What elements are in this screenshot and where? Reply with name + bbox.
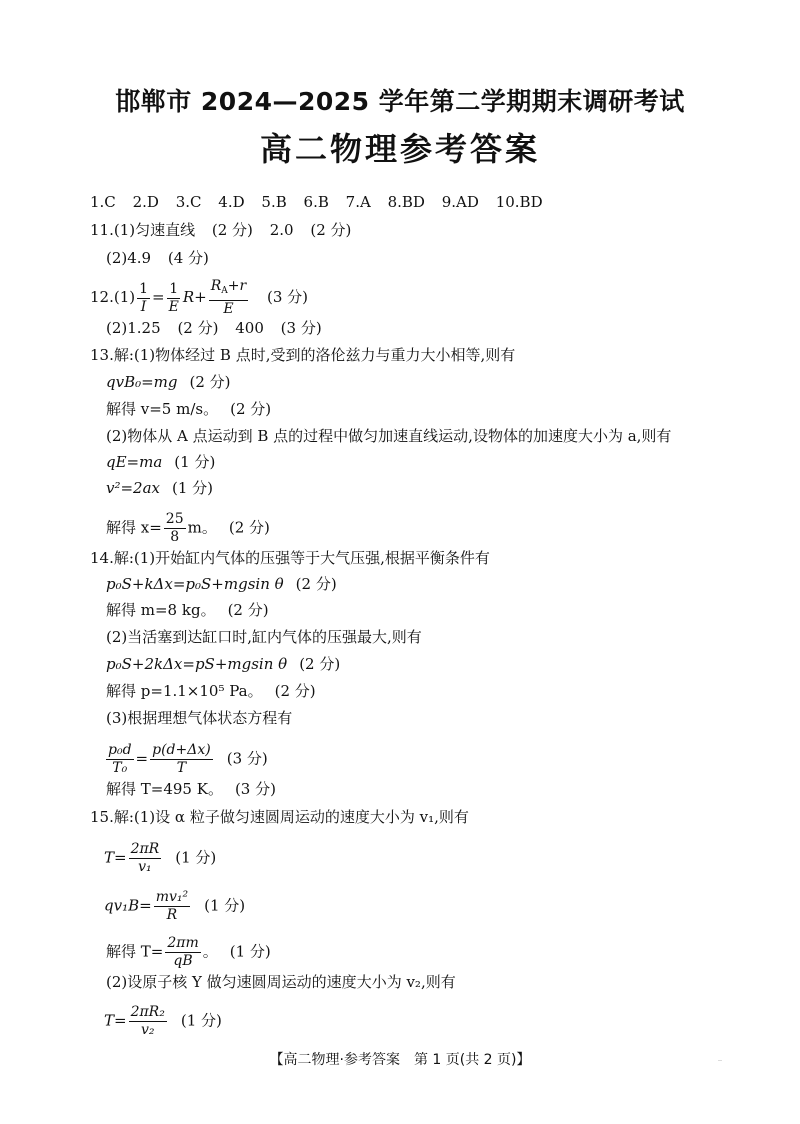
score: (2 分) <box>230 400 272 418</box>
q15-line2: T= $\frac{2\pi R}{\text{v₁}}$ (1 分) <box>104 841 217 875</box>
q14-line5: p₀S+2kΔx=pS+mgsin θ (2 分) <box>106 655 341 673</box>
q13-line5: qE=ma (1 分) <box>106 453 216 471</box>
q15-line4: 解得 T= $\frac{2\pi m}{qB}$ 。 (1 分) <box>106 935 271 969</box>
score: (2 分) <box>228 518 270 537</box>
answer-title: 高二物理参考答案 <box>259 130 540 168</box>
fraction: $\frac{2\pi m}{qB}$ <box>167 935 199 969</box>
score: (1 分) <box>229 942 271 961</box>
q14-line8: $\frac{\text{p₀d}}{\text{T₀}}$ = $\frac{p(d+\Delta x)}{T}$ (3 分) <box>108 742 268 776</box>
score: (2 分) <box>295 575 337 593</box>
q12-line2: (2)1.25 (2 分) 400 (3 分) <box>106 319 322 337</box>
fraction: $\frac{\text{p₀d}}{\text{T₀}}$ <box>108 742 132 776</box>
score: (1 分) <box>204 896 246 915</box>
choice-2: 2.D <box>132 193 159 211</box>
page-footer: 【高二物理·参考答案 第 1 页(共 2 页)】 <box>269 1052 531 1068</box>
score: (1 分) <box>174 453 216 471</box>
score: (2 分) <box>211 221 253 239</box>
fraction: $\frac{\text{2πR₂}}{\text{v₂}}$ <box>130 1004 165 1038</box>
q11-line2: (2)4.9 (4 分) <box>106 249 209 267</box>
score: (2 分) <box>310 221 352 239</box>
fraction: $\frac{1}{I}$ <box>139 280 149 315</box>
q11-line1: 11.(1)匀速直线 (2 分) 2.0 (2 分) <box>90 221 352 239</box>
q15-line6: T= $\frac{\text{2πR₂}}{\text{v₂}}$ (1 分) <box>104 1004 222 1038</box>
fraction: $\frac{p(d+\Delta x)}{T}$ <box>152 742 211 776</box>
score: (2 分) <box>227 601 269 619</box>
choice-3: 3.C <box>175 193 202 211</box>
fraction: $\frac{\text{mv₁²}}{R}$ <box>155 889 189 923</box>
fraction: $\frac{1}{E}$ <box>168 280 179 315</box>
choice-5: 5.B <box>261 193 287 211</box>
fraction: $\frac{R_A+r}{E}$ <box>210 278 247 317</box>
choice-7: 7.A <box>345 193 371 211</box>
q15-line3: qv₁B= $\frac{\text{mv₁²}}{R}$ (1 分) <box>104 889 246 923</box>
q13-line2: qvB₀=mg (2 分) <box>106 373 231 391</box>
score: (2 分) <box>177 319 219 337</box>
q13-line1: 13.解:(1)物体经过 B 点时,受到的洛伦兹力与重力大小相等,则有 <box>90 346 516 364</box>
choice-10: 10.BD <box>495 193 543 211</box>
choice-1: 1.C <box>90 193 116 211</box>
q14-line6: 解得 p=1.1×10⁵ Pa。 (2 分) <box>106 682 316 700</box>
score: (1 分) <box>180 1011 222 1030</box>
q14-line1: 14.解:(1)开始缸内气体的压强等于大气压强,根据平衡条件有 <box>90 549 490 567</box>
q13-line4: (2)物体从 A 点运动到 B 点的过程中做匀加速直线运动,设物体的加速度大小为 a,则有 <box>106 427 672 445</box>
q14-line2: p₀S+kΔx=p₀S+mgsin θ (2 分) <box>106 575 337 593</box>
q13-line7: 解得 x= $\frac{25}{8}$ m。 (2 分) <box>106 511 270 545</box>
score: (3 分) <box>266 288 309 306</box>
q15-line1: 15.解:(1)设 α 粒子做匀速圆周运动的速度大小为 v₁,则有 <box>90 808 469 826</box>
choice-9: 9.AD <box>441 193 479 211</box>
q14-line7: (3)根据理想气体状态方程有 <box>106 709 293 727</box>
choice-4: 4.D <box>218 193 245 211</box>
q12-line1: 12.(1) $\frac{1}{I}$ = $\frac{1}{E}$ R+ $\frac{R_A+r}{E}$ (3 分) <box>90 278 309 317</box>
score: (4 分) <box>167 249 209 267</box>
fraction: $\frac{2\pi R}{\text{v₁}}$ <box>130 841 160 875</box>
q14-line3: 解得 m=8 kg。 (2 分) <box>106 601 269 619</box>
choice-answers <box>90 192 543 212</box>
scan-mark: ‾ <box>718 1060 722 1069</box>
score: (1 分) <box>172 479 214 497</box>
q14-line4: (2)当活塞到达缸口时,缸内气体的压强最大,则有 <box>106 628 422 646</box>
q13-line3: 解得 v=5 m/s。 (2 分) <box>106 400 272 418</box>
score: (3 分) <box>280 319 322 337</box>
score: (2 分) <box>274 682 316 700</box>
q14-line9: 解得 T=495 K。 (3 分) <box>106 780 276 798</box>
q13-line6: v²=2ax (1 分) <box>106 479 214 497</box>
choice-6: 6.B <box>303 193 329 211</box>
fraction: $\frac{25}{8}$ <box>165 511 184 545</box>
score: (3 分) <box>234 780 276 798</box>
score: (1 分) <box>175 848 217 867</box>
q15-line5: (2)设原子核 Y 做匀速圆周运动的速度大小为 v₂,则有 <box>106 973 456 991</box>
score: (2 分) <box>189 373 231 391</box>
exam-title: 邯郸市 2024—2025 学年第二学期期末调研考试 <box>115 87 685 116</box>
choice-8: 8.BD <box>387 193 425 211</box>
score: (2 分) <box>299 655 341 673</box>
score: (3 分) <box>226 749 268 768</box>
